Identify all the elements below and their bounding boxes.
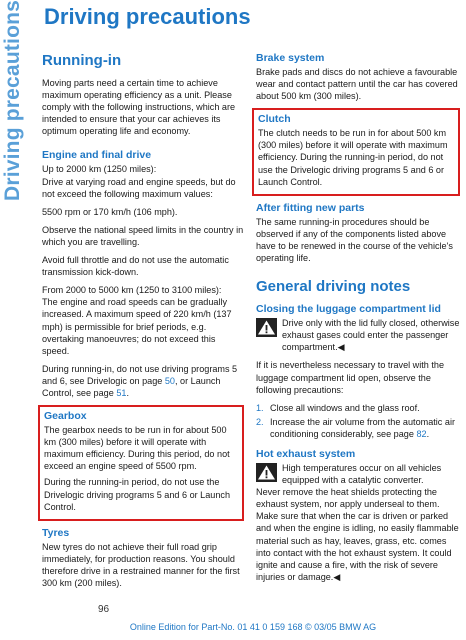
step-number: 2. bbox=[256, 416, 264, 427]
page-link-82[interactable]: 82 bbox=[416, 428, 427, 439]
brake-text: Brake pads and discs do not achieve a favourable wear and contact pattern until the car has covered about 500 km (300 miles). bbox=[256, 67, 458, 102]
left-column bbox=[42, 52, 244, 595]
warning-triangle-icon bbox=[256, 318, 277, 337]
engine-p3: Observe the national speed limits in the country in which you are travelling. bbox=[42, 224, 244, 247]
warning-triangle-icon bbox=[256, 463, 277, 482]
luggage-warning bbox=[256, 317, 460, 353]
engine-p2: 5500 rpm or 170 km/h (106 mph). bbox=[42, 206, 178, 217]
luggage-warning-text: Drive only with the lid fully closed, otherwise exhaust gases could enter the passenger compartment.◀ bbox=[282, 318, 460, 353]
running-in-text: Moving parts need a certain time to achieve maximum operating efficiency as a unit. Please comply with the following instructions, which are intended to ensure that your car achieves its optimum operating life and economy. bbox=[42, 78, 236, 137]
engine-p6-text-c: . bbox=[126, 387, 129, 398]
hot-exhaust-warning-text: High temperatures occur on all vehicles equipped with a catalytic converter. bbox=[282, 462, 442, 486]
brake-heading: Brake system bbox=[256, 52, 325, 64]
general-notes-heading: General driving notes bbox=[256, 278, 411, 296]
step-text: Close all windows and the glass roof. bbox=[270, 402, 420, 413]
step-text bbox=[270, 416, 460, 440]
step-number: 1. bbox=[256, 402, 264, 413]
tyres-text: New tyres do not achieve their full road grip immediately, for production reasons. You should therefore drive in a restrained manner for the first 300 km (200 miles). bbox=[42, 541, 240, 588]
running-in-heading: Running-in bbox=[42, 52, 122, 69]
footer-edition: Online Edition for Part-No. 01 41 0 159 168 © 03/05 BMW AG bbox=[129, 622, 377, 632]
clutch-heading: Clutch bbox=[258, 113, 291, 126]
right-column bbox=[256, 52, 460, 589]
engine-p6-text-a: During running-in, do not use driving programs 5 and 6, see Drivelogic on page bbox=[42, 363, 238, 386]
page-link-51[interactable]: 51 bbox=[116, 387, 127, 398]
gearbox-highlight-box bbox=[38, 405, 244, 521]
hot-exhaust-warning bbox=[256, 462, 460, 486]
page-link-50[interactable]: 50 bbox=[164, 375, 175, 386]
step-text-a: Increase the air volume from the automatic air conditioning considerably, see page bbox=[270, 416, 455, 439]
clutch-text: The clutch needs to be run in for about 500 km (300 miles) before it will operate with maximum efficiency. During the running-in period, do not use the Drivelogic driving programs 5 and 6 or Launch Control. bbox=[258, 128, 448, 187]
engine-p1: Up to 2000 km (1250 miles): Drive at varying road and engine speeds, but do not exceed the following maximum values: bbox=[42, 164, 236, 199]
clutch-highlight-box bbox=[252, 108, 460, 195]
gearbox-p2: During the running-in period, do not use the Drivelogic driving programs 5 and 6 or Launch Control. bbox=[44, 477, 231, 512]
engine-heading: Engine and final drive bbox=[42, 149, 152, 162]
after-parts-text: The same running-in procedures should be observed if any of the components listed above have to be renewed in the course of the vehicle's operating life. bbox=[256, 216, 453, 264]
luggage-p1: If it is nevertheless necessary to travel with the luggage compartment lid open, observe the following precautions: bbox=[256, 360, 445, 395]
chapter-side-tab: Driving precautions bbox=[1, 0, 24, 202]
gearbox-p1: The gearbox needs to be run in for about 500 km (300 miles) before it will operate with maximum efficiency. During this period, do not exceed an engine speed of 5500 rpm. bbox=[44, 425, 230, 472]
luggage-heading: Closing the luggage compartment lid bbox=[256, 303, 441, 316]
after-parts-heading: After fitting new parts bbox=[256, 201, 365, 214]
luggage-steps bbox=[256, 402, 460, 440]
hot-exhaust-text: Never remove the heat shields protecting the exhaust system, nor apply underseal to them. Make sure that when the car is driven or parked and when the engine is idling, no easily flammable material such as hay, leaves, grass, etc. comes into contact with the hot exhaust system. It could ignite and cause a fire, with the risk of severe injuries or damage.◀ bbox=[256, 487, 459, 582]
engine-p5: From 2000 to 5000 km (1250 to 3100 miles): The engine and road speeds can be gradually increased. A maximum speed of 220 km/h (137 mph) is permissible for brief periods, e.g. overtaking manoeuvres; do not exceed this speed. bbox=[42, 285, 232, 356]
engine-p6-text-b: , or Launch Control, see page bbox=[42, 375, 221, 398]
page-title: Driving precautions bbox=[44, 4, 251, 29]
engine-p4: Avoid full throttle and do not use the automatic transmission kick-down. bbox=[42, 255, 229, 278]
step-text-b: . bbox=[426, 428, 430, 439]
tyres-heading: Tyres bbox=[42, 526, 70, 539]
gearbox-heading: Gearbox bbox=[44, 410, 87, 423]
hot-exhaust-heading: Hot exhaust system bbox=[256, 447, 356, 460]
engine-p6 bbox=[42, 363, 244, 399]
page-number: 96 bbox=[98, 604, 110, 615]
list-item bbox=[256, 402, 460, 414]
list-item bbox=[256, 416, 460, 440]
